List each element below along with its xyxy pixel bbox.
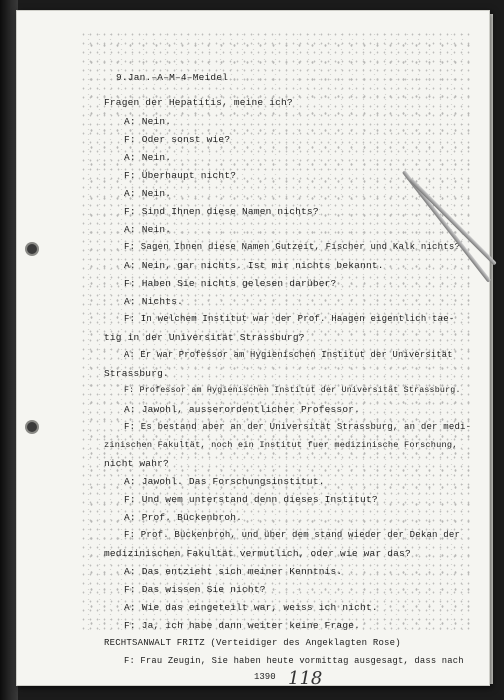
page-number: 1390 (254, 672, 276, 682)
header-line: 9.Jan.–A–M–4–Meidel (116, 72, 229, 83)
transcript-line: A: Das entzieht sich meiner Kenntnis. (124, 566, 343, 577)
transcript-line: F: Prof. Bückenbroh, und über dem stand wieder der Dekan der (124, 530, 461, 540)
transcript-line: zinischen Fakultät, noch ein Institut fuer medizinische Forschung, (104, 440, 458, 450)
transcript-line: F: In welchem Institut war der Prof. Haagen eigentlich tae- (124, 314, 455, 324)
transcript-line: A: Nein. (124, 224, 172, 235)
transcript-line: nicht wahr? (104, 458, 169, 469)
transcript-line: medizinischen Fakultät vermutlich, oder wie war das? (104, 548, 411, 559)
transcript-line: F: Das wissen Sie nicht? (124, 584, 266, 595)
transcript-line: A: Prof. Bückenbroh. (124, 512, 243, 523)
handwritten-number: 118 (288, 668, 323, 689)
transcript-line: F: Sind Ihnen diese Namen nichts? (124, 206, 319, 217)
transcript-line: A: Jawohl, ausserordentlicher Professor. (124, 404, 361, 415)
transcript-line: A: Er war Professor am Hygienischen Institut der Universität (124, 350, 453, 360)
transcript-line: F: Oder sonst wie? (124, 134, 231, 145)
transcript-line: F: Haben Sie nichts gelesen darüber? (124, 278, 337, 289)
transcript-line: F: Professor am Hygienischen Institut der Universität Strassburg. (124, 386, 461, 395)
transcript-line: A: Nein. (124, 152, 172, 163)
transcript-line: A: Nein. (124, 116, 172, 127)
section-heading: RECHTSANWALT FRITZ (Verteidiger des Angeklagten Rose) (104, 638, 401, 648)
transcript-line: F: Es bestand aber an der Universität Strassburg, an der medi- (124, 422, 472, 432)
transcript-line: A: Nein, gar nichts. Ist mir nichts bekannt. (124, 260, 384, 271)
transcript-line: F: Sagen Ihnen diese Namen Gutzeit, Fischer und Kalk nichts? (124, 242, 461, 252)
transcript-line: tig in der Universität Strassburg? (104, 332, 305, 343)
transcript-line: Strassburg. (104, 368, 169, 379)
transcript-line: A: Nichts. (124, 296, 184, 307)
transcript-line: A: Nein. (124, 188, 172, 199)
transcript-line: F: Ja, ich habe dann weiter keine Frage. (124, 620, 361, 631)
transcript-line: A: Jawohl. Das Forschungsinstitut. (124, 476, 325, 487)
transcript-line: A: Wie das eingeteilt war, weiss ich nicht. (124, 602, 378, 613)
transcript-line: F: Und wem unterstand denn dieses Institut? (124, 494, 378, 505)
transcript-line: F: Frau Zeugin, Sie haben heute vormittag ausgesagt, dass nach (124, 656, 464, 666)
transcript-line: Fragen der Hepatitis, meine ich? (104, 97, 293, 108)
transcript-line: F: Überhaupt nicht? (124, 170, 237, 181)
